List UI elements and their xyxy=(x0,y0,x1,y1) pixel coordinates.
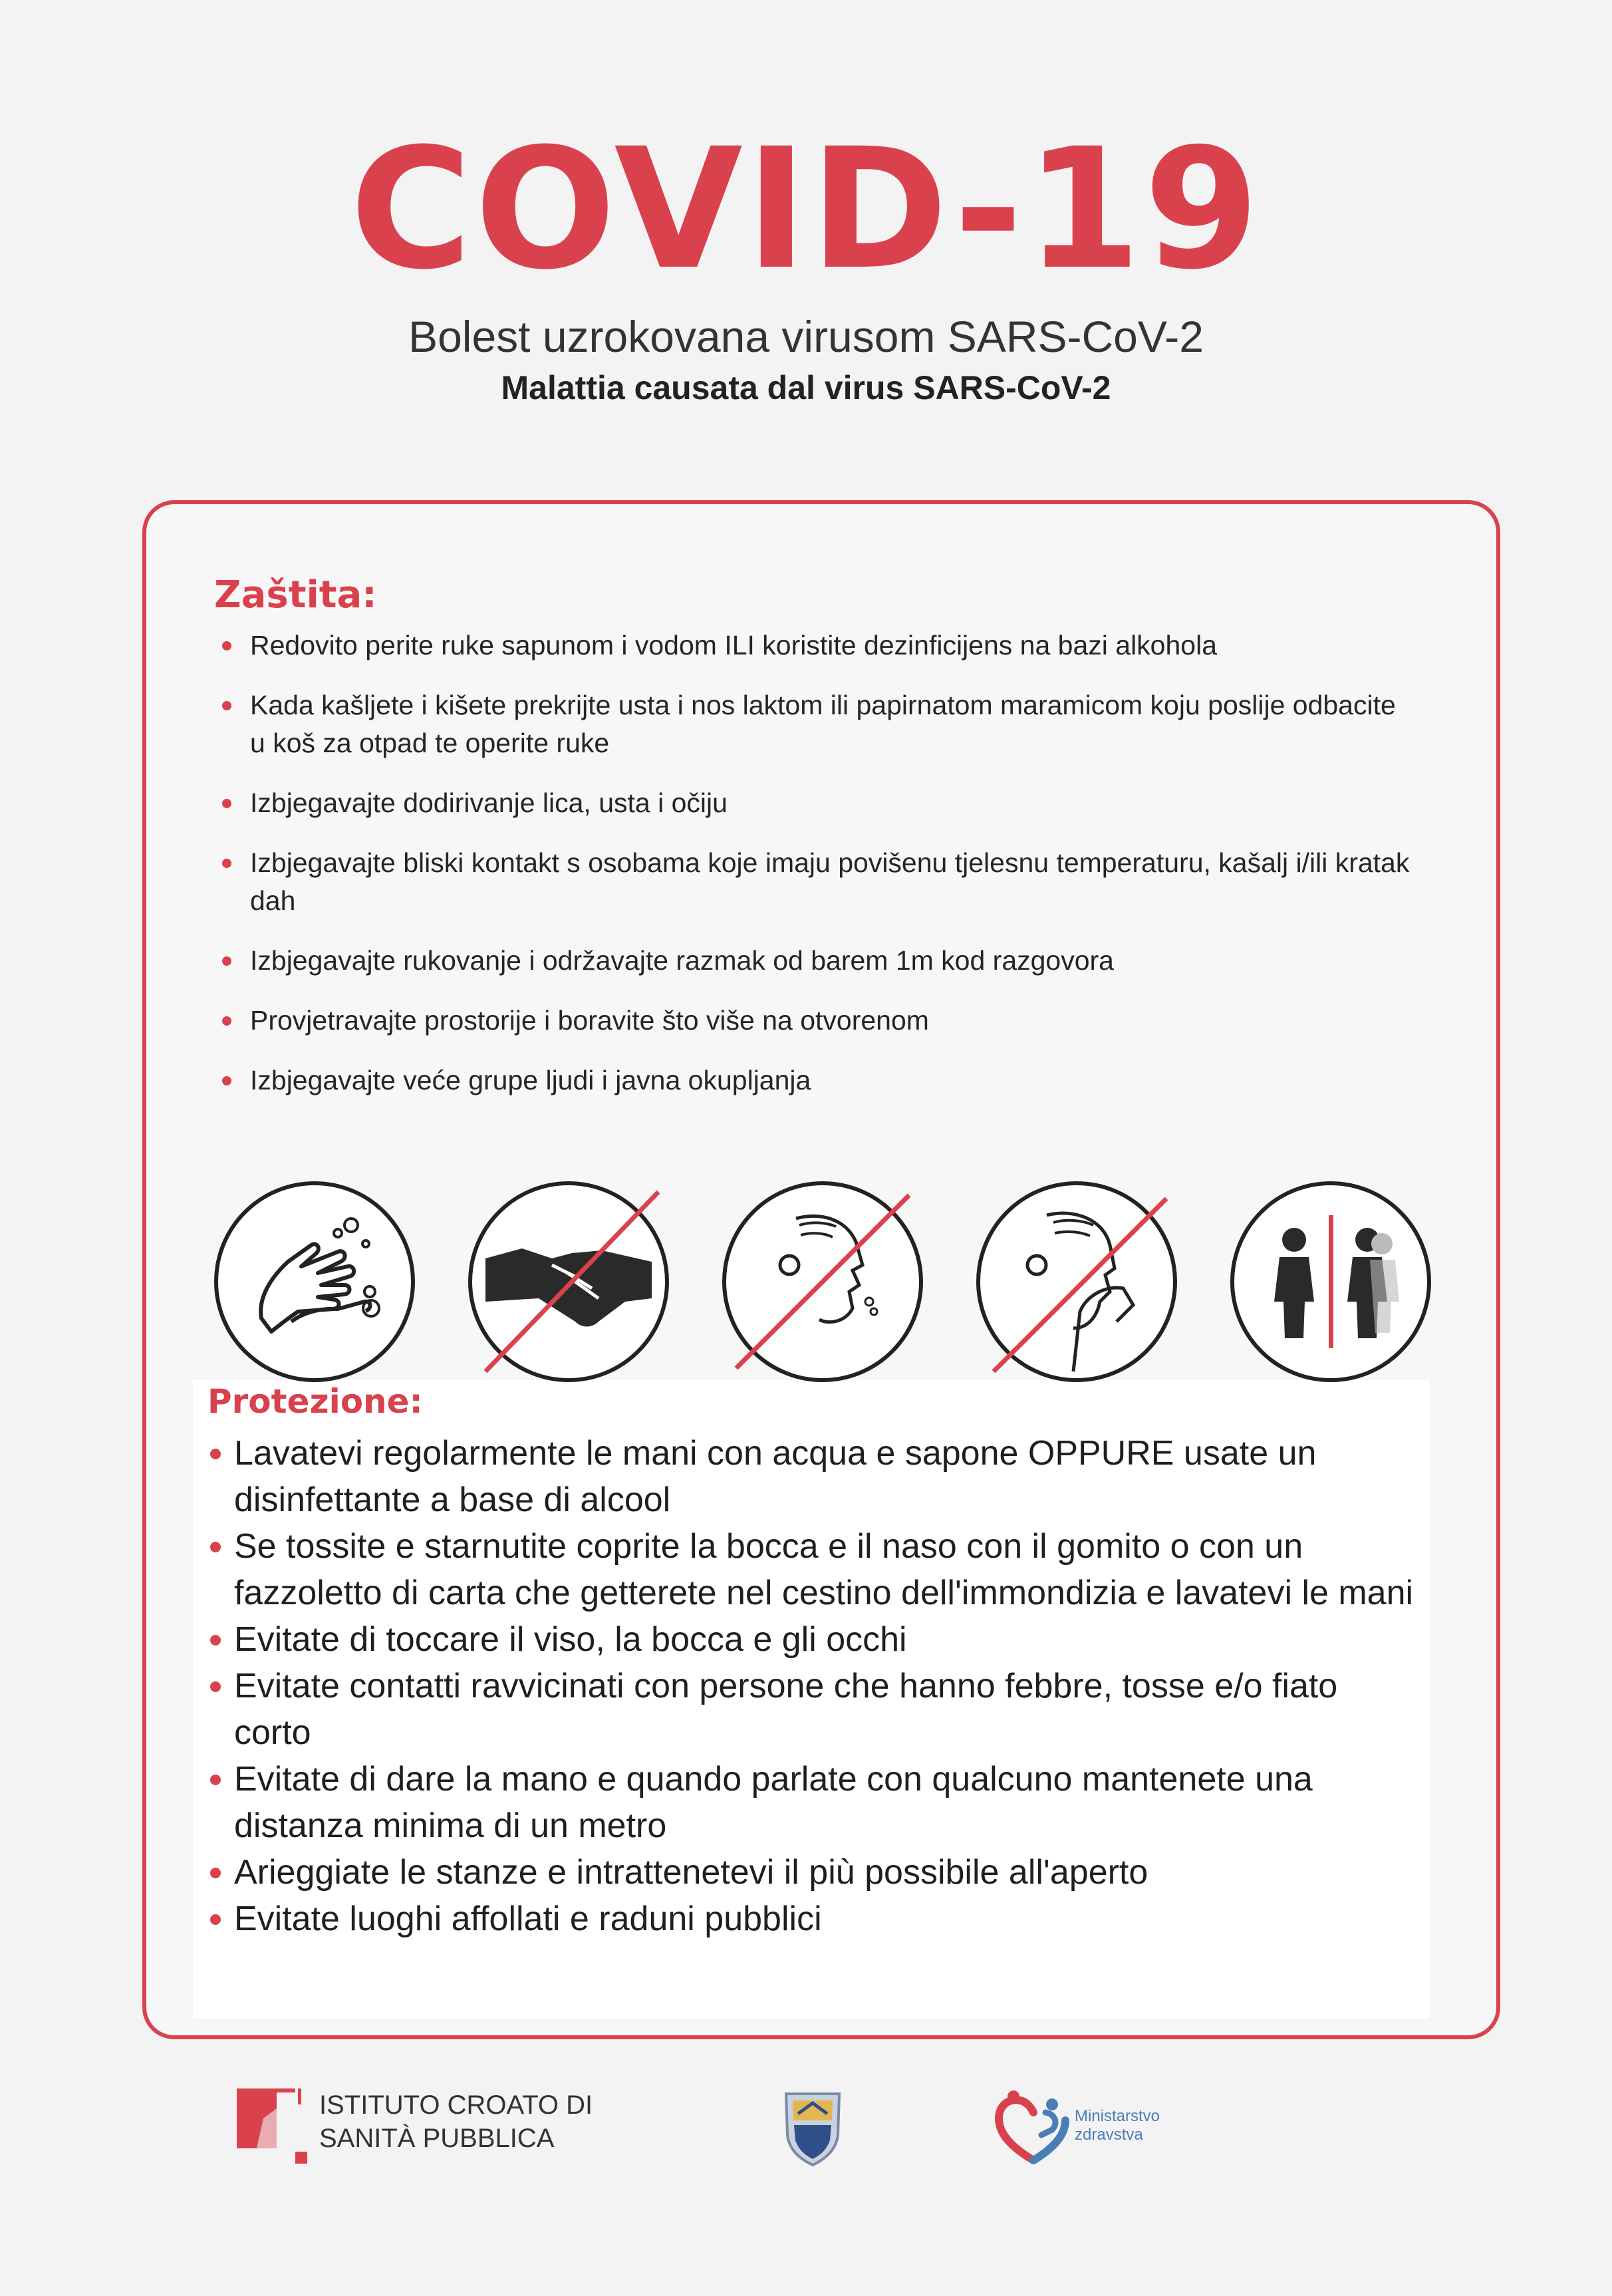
list-item: Kada kašljete i kišete prekrijte usta i nos laktom ili papirnatom maramicom koju poslije odbacite u koš za otpad te operite ruke xyxy=(219,686,1416,762)
list-item: Evitate contatti ravvicinati con persone che hanno febbre, tosse e/o fiato corto xyxy=(207,1663,1418,1756)
list-item: Evitate di toccare il viso, la bocca e gli occhi xyxy=(207,1616,1418,1663)
subtitle-italian: Malattia causata dal virus SARS-CoV-2 xyxy=(501,369,1111,406)
civil-protection-emblem-icon xyxy=(779,2088,846,2172)
institute-name xyxy=(319,2088,593,2155)
list-item: Izbjegavajte bliski kontakt s osobama koje imaju povišenu tjelesnu temperaturu, kašalj i/ili kratak dah xyxy=(219,844,1416,920)
ministry-name xyxy=(1075,2107,1160,2144)
list-item: Arieggiate le stanze e intrattenetevi il più possibile all'aperto xyxy=(207,1849,1418,1896)
list-item: Evitate di dare la mano e quando parlate con qualcuno mantenete una distanza minima di un metro xyxy=(207,1756,1418,1849)
list-item: Provjetravajte prostorije i boravite što više na otvorenom xyxy=(219,1002,1416,1040)
list-item: Izbjegavajte veće grupe ljudi i javna okupljanja xyxy=(219,1062,1416,1099)
page-title: COVID-19 xyxy=(350,112,1262,306)
list-item: Izbjegavajte rukovanje i održavajte razmak od barem 1m kod razgovora xyxy=(219,942,1416,980)
croatian-list xyxy=(219,627,1416,1121)
institute-name-line2: SANITÀ PUBBLICA xyxy=(319,2124,555,2153)
list-item: Izbjegavajte dodirivanje lica, usta i očiju xyxy=(219,784,1416,822)
italian-list xyxy=(207,1430,1418,1942)
handwashing-icon xyxy=(211,1179,418,1385)
subtitle-croatian: Bolest uzrokovana virusom SARS-CoV-2 xyxy=(408,312,1204,361)
cover-cough-icon xyxy=(974,1179,1180,1385)
no-handshake-icon xyxy=(466,1179,672,1385)
keep-distance-icon xyxy=(1228,1179,1434,1385)
list-item: Evitate luoghi affollati e raduni pubblici xyxy=(207,1896,1418,1942)
ministry-logo-icon xyxy=(994,2088,1072,2172)
list-item: Se tossite e starnutite coprite la bocca e il naso con il gomito o con un fazzoletto di carta che getterete nel cestino dell'immondizia e lavatevi le mani xyxy=(207,1523,1418,1616)
list-item: Redovito perite ruke sapunom i vodom ILI koristite dezinficijens na bazi alkohola xyxy=(219,627,1416,664)
italian-heading: Protezione: xyxy=(207,1382,423,1421)
institute-logo-icon xyxy=(237,2088,310,2168)
croatian-heading: Zaštita: xyxy=(214,573,377,617)
pictogram-row xyxy=(211,1179,1434,1385)
institute-name-line1: ISTITUTO CROATO DI xyxy=(319,2090,593,2120)
ministry-name-line2: zdravstva xyxy=(1075,2126,1143,2144)
list-item: Lavatevi regolarmente le mani con acqua e sapone OPPURE usate un disinfettante a base di alcool xyxy=(207,1430,1418,1523)
ministry-name-line1: Ministarstvo xyxy=(1075,2107,1160,2125)
no-face-touching-icon xyxy=(720,1179,926,1385)
